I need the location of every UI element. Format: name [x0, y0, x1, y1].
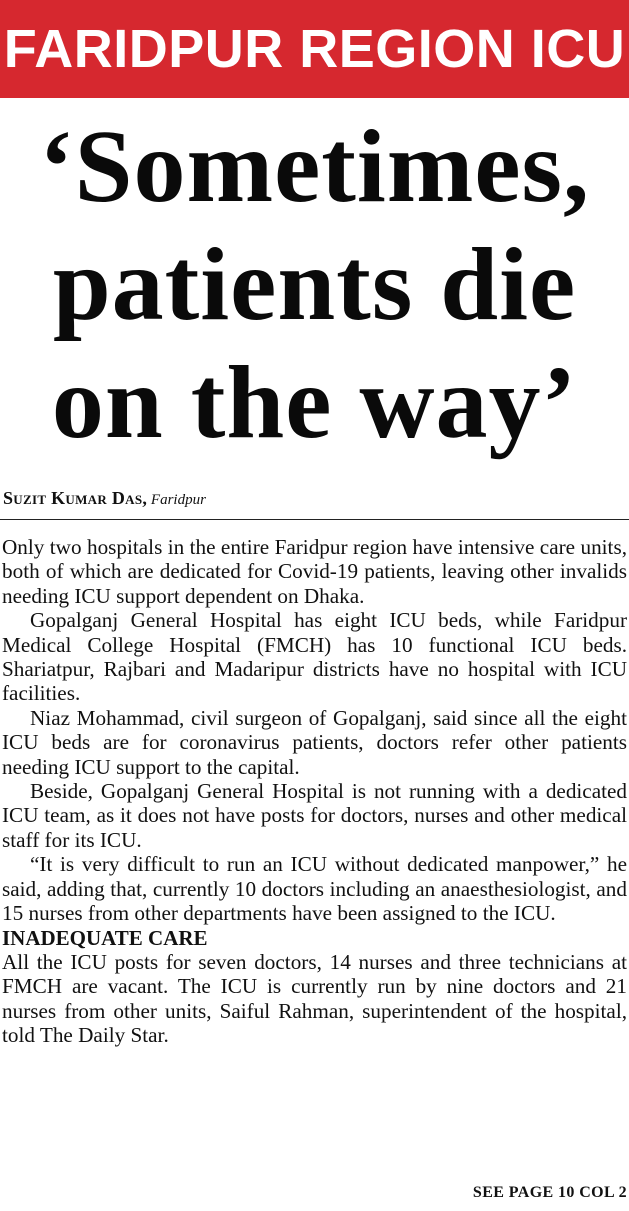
- article-paragraph-6: All the ICU posts for seven doctors, 14 nurses and three technicians at FMCH are vacant. The ICU is currently run by nine doctors and 21 nurses from other units, Saiful Rahman, superintendent of the hospital, told The Daily Star.: [2, 949, 627, 1048]
- article-subhead: INADEQUATE CARE: [2, 925, 208, 950]
- headline-line-2: patients die: [52, 227, 577, 342]
- byline-author: Suzit Kumar Das,: [3, 488, 148, 508]
- article-body: [2, 535, 627, 1048]
- headline-line-3: on the way’: [51, 345, 578, 460]
- continuation-link[interactable]: SEE PAGE 10 COL 2: [472, 1184, 627, 1201]
- article-paragraph-2: Gopalganj General Hospital has eight ICU beds, while Faridpur Medical College Hospital (FMCH) has 10 functional ICU beds. Shariatpur, Rajbari and Madaripur districts have no hospital with ICU facilities.: [2, 608, 627, 706]
- byline: [3, 488, 206, 510]
- byline-location: Faridpur: [150, 492, 206, 508]
- byline-divider: [0, 519, 629, 520]
- section-banner: [0, 0, 629, 98]
- article-paragraph-4: Beside, Gopalganj General Hospital is not running with a dedicated ICU team, as it does not have posts for doctors, nurses and other medical staff for its ICU.: [2, 779, 627, 852]
- section-banner-title: FARIDPUR REGION ICU: [3, 19, 626, 79]
- article-paragraph-1: Only two hospitals in the entire Faridpur region have intensive care units, both of which are dedicated for Covid-19 patients, leaving other invalids needing ICU support dependent on Dhaka.: [2, 535, 627, 608]
- article-paragraph-5: “It is very difficult to run an ICU without dedicated manpower,” he said, adding that, currently 10 doctors including an anaesthesiologist, and 15 nurses from other departments have been assigned to the ICU.: [2, 852, 627, 926]
- headline-line-1: ‘Sometimes,: [38, 109, 591, 224]
- article-paragraph-3: Niaz Mohammad, civil surgeon of Gopalganj, said since all the eight ICU beds are for coronavirus patients, doctors refer other patients needing ICU support to the capital.: [2, 705, 627, 779]
- headline: [0, 108, 629, 462]
